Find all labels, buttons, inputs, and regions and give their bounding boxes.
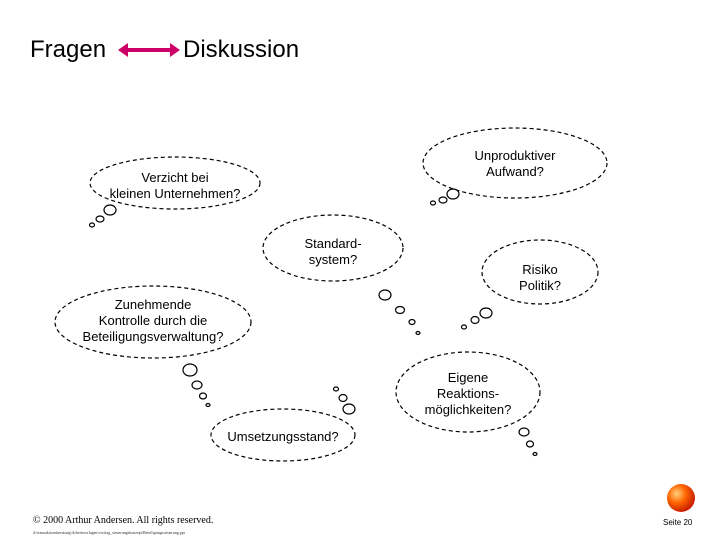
bubble-text-kontrolle: Zunehmende Kontrolle durch die Beteiligungsverwaltung? (82, 297, 224, 344)
bubble-text-eigene: Eigene Reaktions- möglichkeiten? (424, 370, 512, 417)
title-fragen: Fragen (30, 36, 107, 63)
thought-dots-eigene (519, 428, 537, 456)
file-path: d:\transaktionsberatung\Arbeitsvorlagen\vortrag_steuerungskonzept\Beteiligungssteuerung.ppt (33, 530, 185, 535)
thought-dots-aufwand (431, 189, 460, 205)
thought-dots-risiko (462, 308, 493, 329)
thought-dots-verzicht (90, 205, 117, 227)
bubble-text-risiko: Risiko Politik? (519, 262, 561, 293)
bubble-text-umsetzung: Umsetzungsstand? (227, 429, 339, 444)
bubble-text-aufwand: Unproduktiver Aufwand? (474, 148, 556, 179)
title-diskussion: Diskussion (183, 36, 300, 63)
page-number: Seite 20 (663, 518, 693, 527)
arthur-andersen-logo-icon (666, 483, 696, 513)
bubble-text-verzicht: Verzicht bei kleinen Unternehmen? (109, 170, 241, 201)
copyright-notice: © 2000 Arthur Andersen. All rights reserved. (33, 515, 214, 526)
thought-dots-standard (379, 290, 420, 335)
thought-dots-kontrolle (183, 364, 210, 407)
thought-dots-umsetzung (334, 387, 356, 414)
bubble-text-standard: Standard- system? (304, 236, 362, 267)
